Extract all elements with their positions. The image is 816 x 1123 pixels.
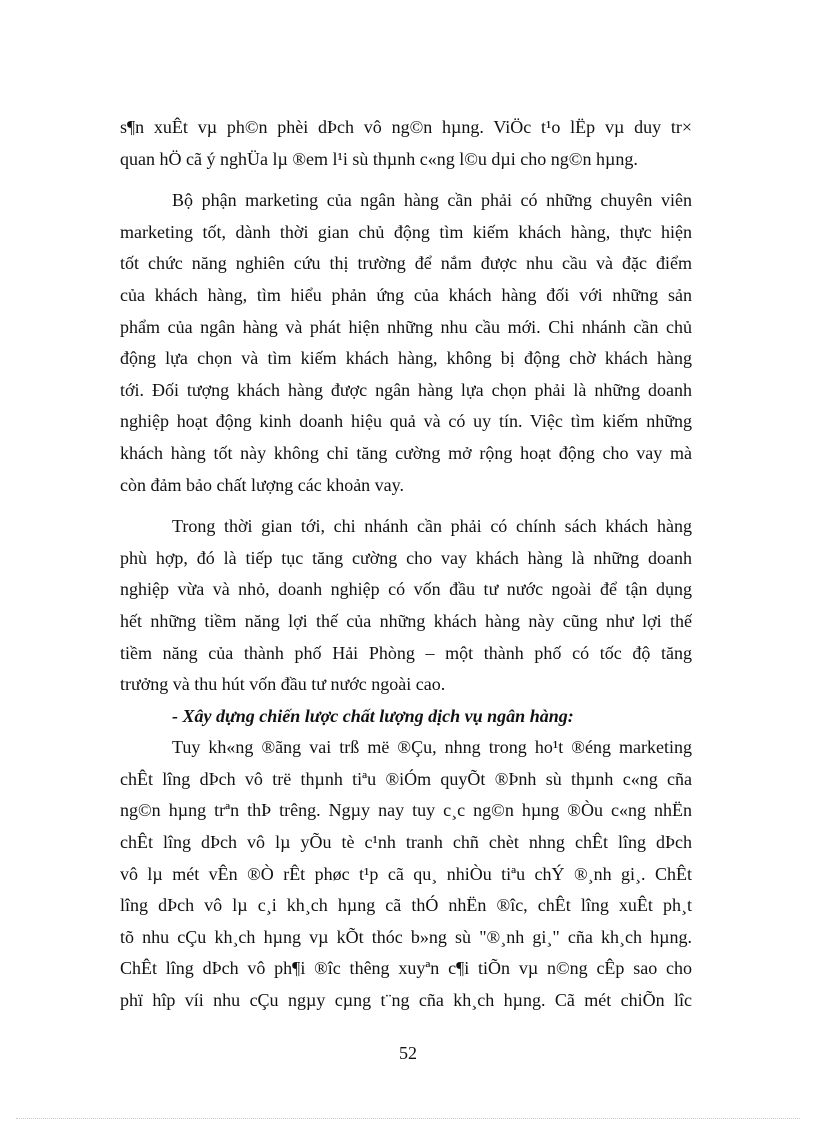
text-line: ng©n hµng trªn thÞ trêng. Ngµy nay tuy c¸c ng©n hµng ®Òu c«ng nhËn [120, 800, 692, 821]
paragraph-intro-continuation [120, 112, 692, 175]
text-line: nghiệp hoạt động kinh doanh hiệu quả và có uy tín. Việc tìm kiếm những [120, 411, 692, 432]
text-line: ChÊt lîng dÞch vô ph¶i ®îc thêng xuyªn c¶i tiÕn vµ n©ng cÊp sao cho [120, 958, 692, 979]
text-line: tới. Đối tượng khách hàng được ngân hàng lựa chọn phải là những doanh [120, 379, 692, 400]
section-service-quality [120, 701, 692, 1017]
text-line: tõ nhu cÇu kh¸ch hµng vµ kÕt thóc b»ng sù "®¸nh gi¸" cña kh¸ch hµng. [120, 926, 692, 947]
paragraph-customer-policy [120, 511, 692, 701]
text-line: nghiệp vừa và nhỏ, doanh nghiệp có vốn đầu tư nước ngoài để tận dụng [120, 579, 692, 600]
page-bottom-divider [16, 1118, 800, 1119]
text-line: chÊt lîng dÞch vô trë thµnh tiªu ®iÓm quyÕt ®Þnh sù thµnh c«ng cña [120, 768, 692, 789]
text-line: quan hÖ cã ý nghÜa lµ ®em l¹i sù thµnh c«ng l©u dµi cho ng©n hµng. [120, 148, 638, 169]
text-line: marketing tốt, dành thời gian chủ động tìm kiếm khách hàng, thực hiện [120, 221, 692, 242]
text-line: còn đảm bảo chất lượng các khoản vay. [120, 474, 405, 495]
text-line: phẩm của ngân hàng và phát hiện những nhu cầu mới. Chi nhánh cần chủ [120, 316, 692, 337]
section-heading: - Xây dựng chiến lược chất lượng dịch vụ ngân hàng: [172, 705, 574, 726]
text-line: khách hàng tốt này không chỉ tăng cường mở rộng hoạt động cho vay mà [120, 442, 692, 463]
text-line: vô lµ mét vÊn ®Ò rÊt phøc t¹p cã qu¸ nhiÒu tiªu chÝ ®¸nh gi¸. ChÊt [120, 863, 692, 884]
text-line: tốt chức năng nghiên cứu thị trường để nắm được nhu cầu và đặc điểm [120, 253, 692, 274]
paragraph-marketing-department [120, 185, 692, 501]
text-line: phù hợp, đó là tiếp tục tăng cường cho vay khách hàng là những doanh [120, 547, 692, 568]
text-line: động lựa chọn và tìm kiếm khách hàng, không bị động chờ khách hàng [120, 348, 692, 369]
body-text [120, 112, 692, 1017]
page-number: 52 [399, 1043, 417, 1063]
text-line: của khách hàng, tìm hiểu phản ứng của khách hàng đối với những sản [120, 284, 692, 305]
text-line: Bộ phận marketing của ngân hàng cần phải có những chuyên viên [172, 190, 692, 211]
text-line: lîng dÞch vô lµ c¸i kh¸ch hµng cã thÓ nhËn ®îc, chÊt lîng xuÊt ph¸t [120, 895, 692, 916]
text-line: Trong thời gian tới, chi nhánh cần phải có chính sách khách hàng [172, 516, 692, 537]
text-line: Tuy kh«ng ®ãng vai trß më ®Çu, nhng trong ho¹t ®éng marketing [172, 737, 692, 758]
text-line: chÊt lîng dÞch vô lµ yÕu tè c¹nh tranh chñ chèt nhng chÊt lîng dÞch [120, 832, 692, 853]
text-line: tiềm năng của thành phố Hải Phòng – một thành phố có tốc độ tăng [120, 642, 692, 663]
text-line: hết những tiềm năng lợi thế của những khách hàng này cũng như lợi thế [120, 610, 692, 631]
text-line: phï hîp víi nhu cÇu ngµy cµng t¨ng cña kh¸ch hµng. Cã mét chiÕn lîc [120, 990, 692, 1011]
text-line: trưởng và thu hút vốn đầu tư nước ngoài cao. [120, 674, 446, 695]
text-line: s¶n xuÊt vµ ph©n phèi dÞch vô ng©n hµng. ViÖc t¹o lËp vµ duy tr× [120, 117, 692, 137]
